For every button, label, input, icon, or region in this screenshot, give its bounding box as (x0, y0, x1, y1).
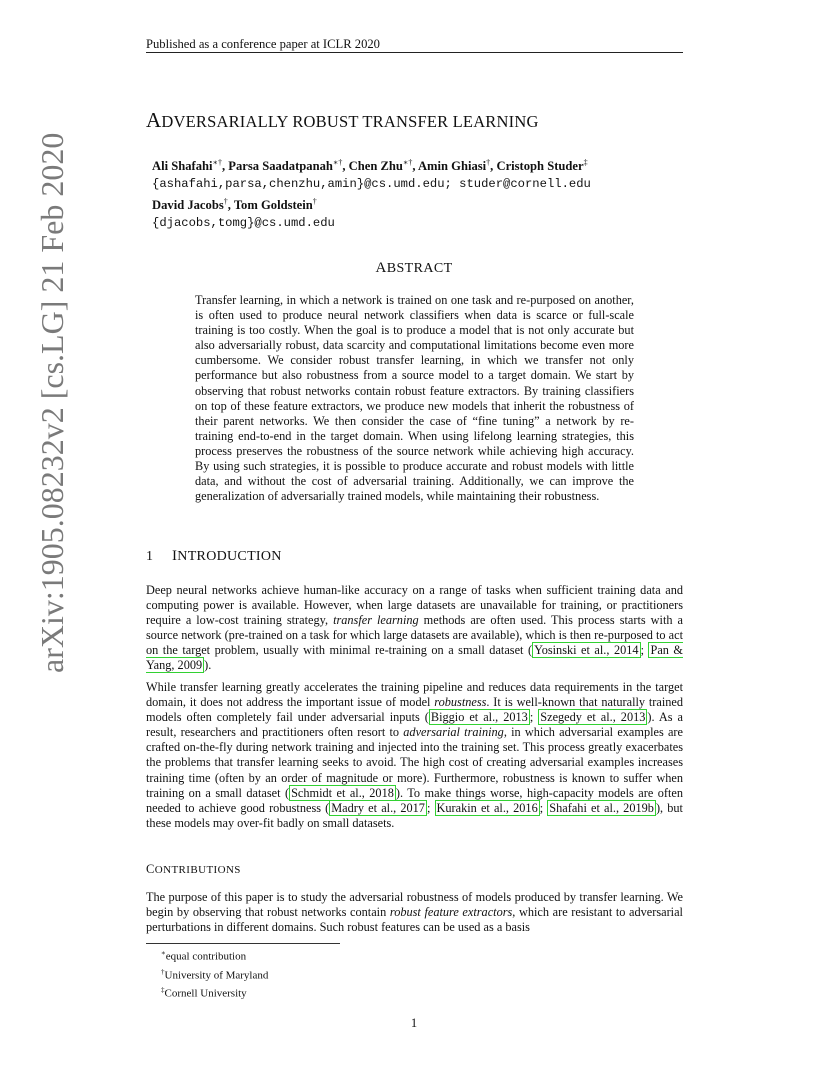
text-run: . It is well-known that naturally trained models often completely fail under adversarial inputs ( (146, 695, 683, 725)
footnote (161, 965, 268, 984)
footnote-text: equal contribution (165, 950, 247, 963)
paper-title (146, 106, 706, 136)
author-affil-mark: ‡ (583, 158, 588, 167)
author-affil-mark: ∗† (332, 158, 343, 167)
author-block (152, 154, 672, 232)
footnote (161, 946, 268, 965)
text-run: , which are resistant to adversarial perturbations in different domains. Such robust features can be used as a basis (146, 905, 683, 935)
title-rest: DVERSARIALLY ROBUST TRANSFER LEARNING (161, 112, 539, 131)
section-heading-introduction (146, 548, 282, 565)
abstract-heading-rest: BSTRACT (386, 261, 453, 276)
subsection-heading-rest: ONTRIBUTIONS (154, 864, 241, 876)
title-first-letter: A (146, 108, 162, 132)
citation-link[interactable]: Kurakin et al., 2016 (436, 800, 538, 815)
author-name: Parsa Saadatpanah (228, 159, 333, 174)
text-run: ; (539, 800, 548, 815)
text-run: While transfer learning greatly accelerates the training pipeline and reduces data requirements in the target domain, it does not address the important issue of model (146, 680, 683, 710)
subsection-heading-first: C (146, 862, 155, 876)
emphasis: adversarial training (403, 725, 504, 740)
author-name: David Jacobs (152, 198, 224, 213)
emphasis: robustness (434, 695, 487, 710)
footnote-rule (146, 943, 340, 944)
author-name: Cristoph Studer (496, 159, 584, 174)
author-line-2: David Jacobs†, Tom Goldstein† (152, 197, 317, 213)
text-run: The purpose of this paper is to study the adversarial robustness of models produced by transfer learning. We begin by observing that robust networks contain (146, 890, 683, 920)
intro-paragraph-2 (146, 680, 683, 831)
author-name: Ali Shafahi (152, 159, 213, 174)
emphasis: robust feature extractors (389, 905, 513, 920)
author-line-1: Ali Shafahi∗†, Parsa Saadatpanah∗†, Chen Zhu∗†, Amin Ghiasi†, Cristoph Studer‡ (152, 158, 588, 174)
text-run: ), but these models may over-fit badly on small datasets. (146, 800, 683, 830)
section-number: 1 (146, 549, 154, 564)
citation-link[interactable]: Pan & Yang, 2009 (146, 643, 683, 673)
abstract-heading-first: A (375, 260, 387, 276)
footnote-text: Cornell University (164, 987, 247, 1000)
citation-link[interactable]: Yosinski et al., 2014 (534, 643, 639, 658)
citation-link[interactable]: Biggio et al., 2013 (430, 710, 528, 725)
citation-link[interactable]: Schmidt et al., 2018 (291, 785, 394, 800)
footnotes (161, 946, 268, 1002)
text-run: ). To make things worse, high-capacity models are often needed to achieve good robustness ( (146, 785, 683, 815)
text-run: ). (204, 658, 212, 673)
section-heading-rest: NTRODUCTION (177, 549, 282, 564)
contributions-paragraph (146, 890, 683, 935)
text-run: ; (640, 643, 649, 658)
arxiv-stamp-text: arXiv:1905.08232v2 [cs.LG] 21 Feb 2020 (34, 132, 70, 673)
running-header: Published as a conference paper at ICLR 2020 (146, 37, 380, 51)
author-affil-mark: † (486, 158, 491, 167)
author-affil-mark: ∗† (402, 158, 413, 167)
author-name: Tom Goldstein (233, 198, 313, 213)
citation-link[interactable]: Shafahi et al., 2019b (549, 800, 654, 815)
text-run: ; (529, 710, 539, 725)
text-run: ). As a result, researchers and practitioners often resort to (146, 710, 684, 740)
footnote-text: University of Maryland (164, 969, 269, 982)
citation-link[interactable]: Szegedy et al., 2013 (540, 710, 646, 725)
section-heading-first: I (172, 548, 178, 564)
author-affil-mark: † (312, 197, 317, 207)
subsection-heading-contributions (146, 862, 241, 877)
author-affil-mark: † (223, 197, 228, 207)
author-name: Amin Ghiasi (417, 159, 487, 174)
intro-paragraph-1 (146, 583, 683, 674)
author-name: Chen Zhu (348, 159, 403, 174)
abstract-heading (0, 260, 828, 277)
author-email-2: {djacobs,tomg}@cs.umd.edu (152, 216, 335, 231)
page-number: 1 (410, 1016, 418, 1030)
text-run: ; (426, 800, 435, 815)
text-run: Deep neural networks achieve human-like accuracy on a range of tasks when sufficient training data and computing power is available. However, when large datasets are unavailable for training, or practitioners require a low-cost training strategy, (146, 583, 683, 628)
footnote-mark: ‡ (161, 986, 165, 995)
citation-link[interactable]: Madry et al., 2017 (331, 800, 425, 815)
text-run: , in which adversarial examples are crafted on-the-fly during network training and injected into the training set. This process greatly exacerbates the problems that transfer learning seeks to avoid. The high cost of creating adversarial examples increases training time (often by an order of magnitude or more). Furthermore, robustness is known to suffer when training on a small dataset ( (146, 725, 683, 800)
footnote (161, 983, 268, 1002)
text-run: methods are often used. This process starts with a source network (pre-trained on a task for which large datasets are available), which is then re-purposed to act on the target problem, usually with minimal re-training on a small dataset ( (146, 613, 683, 658)
footnote-mark: ∗ (161, 949, 166, 957)
footnote-mark: † (161, 967, 165, 976)
abstract-text: Transfer learning, in which a network is trained on one task and re-purposed on another, is often used to produce neural network classifiers when data is scarce or full-scale training is too costly. When the goal is to produce a model that is not only accurate but also adversarially robust, data scarcity and computational limitations become even more cumbersome. We consider robust transfer learning, in which we transfer not only performance but also robustness from a source model to a target domain. We start by observing that robust networks contain robust feature extractors. By training classifiers on top of these feature extractors, we produce new models that inherit the robustness of their parent networks. We then consider the case of “fine tuning” a network by re-training end-to-end in the target domain. When using lifelong learning strategies, this process preserves the robustness of the source network while achieving high accuracy. By using such strategies, it is possible to produce accurate and robust models with little data, and without the cost of adversarial training. Additionally, we can improve the generalization of adversarially trained models, while maintaining their robustness. (195, 293, 634, 504)
author-affil-mark: ∗† (212, 158, 222, 167)
author-email-1: {ashafahi,parsa,chenzhu,amin}@cs.umd.edu; studer@cornell.edu (152, 177, 591, 192)
emphasis: transfer learning (333, 613, 419, 628)
header-rule (146, 52, 683, 53)
